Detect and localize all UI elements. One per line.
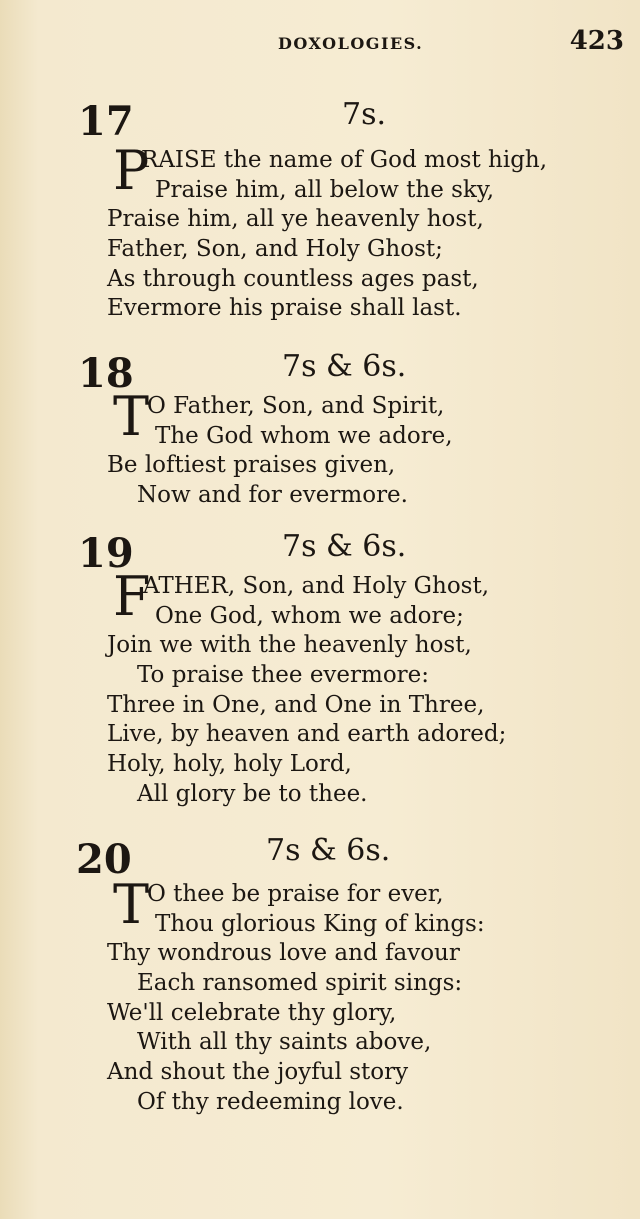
- drop-cap: F: [113, 565, 151, 628]
- hymn-verse: [107, 873, 485, 1118]
- verse-line: To praise thee evermore:: [137, 662, 430, 689]
- drop-cap: P: [113, 139, 150, 202]
- page-number: 423: [569, 26, 624, 56]
- hymn-number: 19: [78, 530, 134, 577]
- hymn-verse: [107, 139, 548, 324]
- drop-cap: T: [113, 385, 150, 448]
- verse-line: Live, by heaven and earth adored;: [107, 721, 507, 748]
- verse-line: T O thee be praise for ever,: [113, 873, 444, 936]
- verse-line: The God whom we adore,: [155, 422, 453, 449]
- verse-line: As through countless ages past,: [107, 265, 479, 292]
- verse-line: Father, Son, and Holy Ghost;: [107, 236, 443, 263]
- verse-line: Now and for evermore.: [137, 482, 408, 509]
- verse-line: Thou glorious King of kings:: [155, 910, 485, 937]
- hymn-meter: 7s & 6s.: [282, 349, 407, 384]
- verse-line: P RAISE the name of God most high,: [113, 139, 548, 202]
- verse-line: Praise him, all below the sky,: [155, 176, 495, 203]
- running-head: DOXOLOGIES.: [278, 34, 424, 53]
- verse-line: We'll celebrate thy glory,: [107, 999, 397, 1026]
- hymn-meter: 7s & 6s.: [266, 833, 391, 868]
- verse-line: One God, whom we adore;: [155, 602, 464, 629]
- verse-line: Holy, holy, holy Lord,: [107, 751, 352, 778]
- verse-line: All glory be to thee.: [137, 780, 368, 807]
- verse-line: Three in One, and One in Three,: [107, 691, 485, 718]
- verse-line: Join we with the heavenly host,: [107, 632, 472, 659]
- verse-line: Thy wondrous love and favour: [107, 940, 460, 967]
- verse-line: And shout the joyful story: [107, 1059, 409, 1086]
- hymn-number: 17: [78, 98, 134, 145]
- verse-line: Be loftiest praises given,: [107, 452, 396, 479]
- verse-line: Each ransomed spirit sings:: [137, 970, 463, 997]
- verse-line: Of thy redeeming love.: [137, 1088, 404, 1115]
- verse-line: Evermore his praise shall last.: [107, 295, 462, 322]
- hymn-number: 18: [78, 350, 134, 397]
- verse-line: F ATHER, Son, and Holy Ghost,: [113, 565, 490, 628]
- verse-line: T O Father, Son, and Spirit,: [113, 385, 445, 448]
- hymn-verse: [107, 385, 453, 511]
- hymn-number: 20: [76, 836, 132, 883]
- drop-cap: T: [113, 873, 150, 936]
- hymn-verse: [107, 565, 507, 810]
- hymn-meter: 7s.: [342, 97, 387, 132]
- verse-line: With all thy saints above,: [137, 1029, 432, 1056]
- hymn-meter: 7s & 6s.: [282, 529, 407, 564]
- verse-line: Praise him, all ye heavenly host,: [107, 206, 484, 233]
